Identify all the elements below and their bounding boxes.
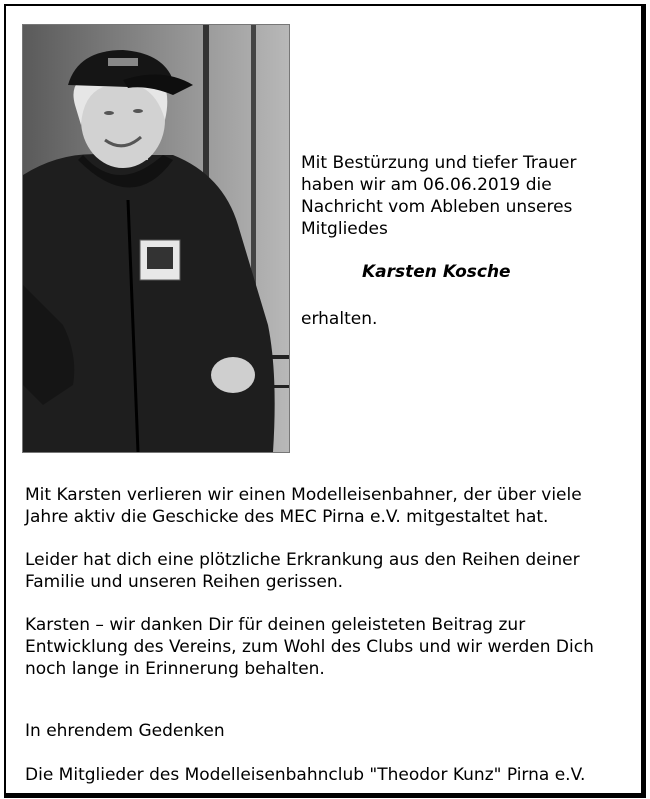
intro-line: Mit Bestürzung und tiefer Trauer — [301, 153, 577, 173]
closing-word: erhalten. — [301, 309, 378, 329]
obituary-frame — [4, 4, 646, 798]
paragraph-line: noch lange in Erinnerung behalten. — [25, 659, 325, 679]
intro-line: Mitgliedes — [301, 219, 388, 239]
intro-line: Nachricht vom Ableben unseres — [301, 197, 573, 217]
paragraph-line: Entwicklung des Vereins, zum Wohl des Clubs und wir werden Dich — [25, 637, 594, 657]
paragraph-illness — [25, 549, 635, 593]
paragraph-tribute — [25, 484, 635, 528]
portrait-photo — [22, 24, 290, 453]
paragraph-thanks — [25, 614, 635, 680]
intro-line: haben wir am 06.06.2019 die — [301, 175, 552, 195]
paragraph-line: Leider hat dich eine plötzliche Erkrankung aus den Reihen deiner — [25, 550, 580, 570]
farewell-line: In ehrendem Gedenken — [25, 721, 225, 741]
paragraph-line: Karsten – wir danken Dir für deinen geleisteten Beitrag zur — [25, 615, 526, 635]
paragraph-line: Mit Karsten verlieren wir einen Modelleisenbahner, der über viele — [25, 485, 582, 505]
paragraph-line: Jahre aktiv die Geschicke des MEC Pirna e.V. mitgestaltet hat. — [25, 507, 549, 527]
deceased-name: Karsten Kosche — [362, 262, 511, 282]
paragraph-line: Familie und unseren Reihen gerissen. — [25, 572, 344, 592]
signature-line: Die Mitglieder des Modelleisenbahnclub "Theodor Kunz" Pirna e.V. — [25, 765, 586, 785]
intro-text — [301, 152, 601, 240]
